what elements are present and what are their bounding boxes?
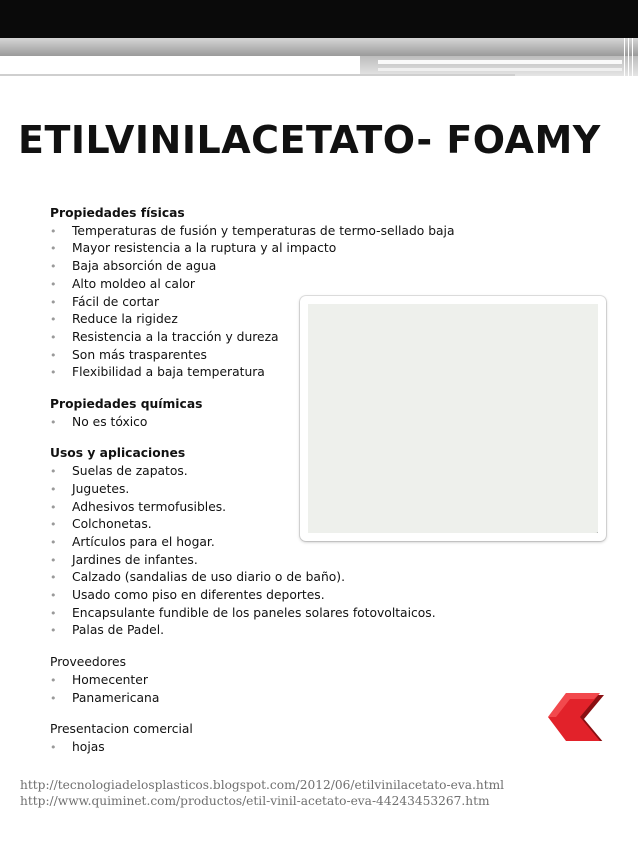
list-item: • Flexibilidad a baja temperatura <box>50 364 470 382</box>
section-proveedores <box>50 654 470 707</box>
bullet-list <box>50 739 470 757</box>
section-heading: Usos y aplicaciones <box>50 446 186 461</box>
list-item: • Usado como piso en diferentes deportes. <box>50 587 470 605</box>
foamy-sheets-photo <box>300 296 606 541</box>
chevron-left-icon <box>548 693 604 741</box>
list-item: • Calzado (sandalias de uso diario o de baño). <box>50 569 470 587</box>
section-presentacion-comercial <box>50 721 470 756</box>
list-item: • Encapsulante fundible de los paneles solares fotovoltaicos. <box>50 605 470 623</box>
reference-links <box>20 777 504 809</box>
list-item: • Son más trasparentes <box>50 347 470 365</box>
section-heading: Propiedades químicas <box>50 397 203 412</box>
header-vertical-lines <box>624 38 636 76</box>
reference-link[interactable]: http://www.quiminet.com/productos/etil-vinil-acetato-eva-44243453267.htm <box>20 794 490 808</box>
list-item: • Temperaturas de fusión y temperaturas de termo-sellado baja <box>50 223 470 241</box>
list-item: • Resistencia a la tracción y dureza <box>50 329 470 347</box>
list-item: • Fácil de cortar <box>50 294 470 312</box>
list-item: • Homecenter <box>50 672 470 690</box>
list-item: • Jardines de infantes. <box>50 552 470 570</box>
list-item: • Suelas de zapatos. <box>50 463 470 481</box>
list-item: • Reduce la rigidez <box>50 311 470 329</box>
page-title: ETILVINILACETATO- FOAMY <box>18 118 601 162</box>
header-bar-gray <box>0 38 638 56</box>
list-item: • Baja absorción de agua <box>50 258 470 276</box>
list-item: • No es tóxico <box>50 414 470 432</box>
header-stripe <box>378 60 622 64</box>
list-item: • Panamericana <box>50 690 470 708</box>
list-item: • Colchonetas. <box>50 516 470 534</box>
list-item: • Mayor resistencia a la ruptura y al impacto <box>50 240 470 258</box>
header-stripe <box>378 68 622 71</box>
back-arrow-button[interactable] <box>548 693 604 741</box>
foamy-sheets-image <box>308 304 598 533</box>
list-item: • Artículos para el hogar. <box>50 534 470 552</box>
list-item: • Alto moldeo al calor <box>50 276 470 294</box>
list-item: • Juguetes. <box>50 481 470 499</box>
reference-link[interactable]: http://tecnologiadelosplasticos.blogspot.com/2012/06/etilvinilacetato-eva.html <box>20 778 505 792</box>
header-divider <box>0 74 515 76</box>
list-item: • hojas <box>50 739 470 757</box>
header-bar-gray-accent <box>360 56 638 76</box>
list-item: • Adhesivos termofusibles. <box>50 499 470 517</box>
section-heading: Proveedores <box>50 655 127 670</box>
list-item: • Palas de Padel. <box>50 622 470 640</box>
section-heading: Propiedades físicas <box>50 206 185 220</box>
bullet-list <box>50 672 470 707</box>
header-bar-black <box>0 0 638 38</box>
section-heading: Presentacion comercial <box>50 722 193 737</box>
